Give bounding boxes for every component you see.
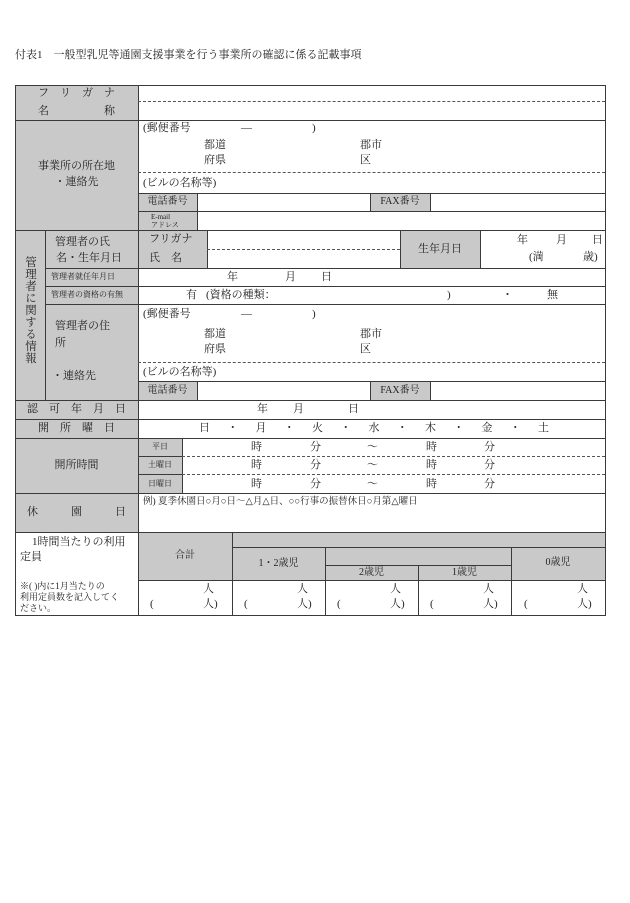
closed-days-example: 例) 夏季休園日○月○日～△月△日、○○行事の振替休日○月第△曜日 xyxy=(143,497,418,507)
facility-address-label-line1: 事業所の所在地 xyxy=(38,160,115,172)
total-person-unit: 人 xyxy=(203,583,214,595)
manager-fax-field xyxy=(430,381,606,401)
capacity-header-band xyxy=(232,532,606,548)
day-separator: ・ xyxy=(340,422,352,434)
manager-name-label-line1: 管理者の氏 xyxy=(55,236,110,248)
age12-person-unit: 人 xyxy=(297,583,308,595)
saturday-open-hour-unit: 時 xyxy=(251,459,262,471)
facility-pref-line2: 府県 xyxy=(204,154,226,166)
facility-name-field xyxy=(138,85,606,121)
birthdate-day-unit: 日 xyxy=(592,234,603,246)
manager-address-divider xyxy=(138,362,605,363)
page-title: 付表1 一般型乳児等通園支援事業を行う事業所の確認に係る記載事項 xyxy=(15,49,362,61)
hours-divider xyxy=(182,474,605,475)
capacity-age1-header: 1歳児 xyxy=(452,567,477,578)
capacity-total-header: 合計 xyxy=(175,550,195,561)
sunday-open-hour-unit: 時 xyxy=(251,478,262,490)
total-paren-open: ( xyxy=(150,598,154,610)
facility-email-field xyxy=(197,211,606,231)
manager-address-label-line1: 管理者の住 xyxy=(55,320,110,332)
capacity-age12-sub-band xyxy=(325,547,512,566)
manager-furigana-divider xyxy=(207,249,400,250)
saturday-close-hour-unit: 時 xyxy=(426,459,437,471)
age1-person-unit: 人 xyxy=(483,583,494,595)
opening-hours-label: 開所時間 xyxy=(54,459,99,471)
age0-paren-open: ( xyxy=(524,598,528,610)
manager-birthdate-label: 生年月日 xyxy=(418,243,462,255)
birthdate-month-unit: 月 xyxy=(556,234,567,246)
day-separator: ・ xyxy=(283,422,295,434)
facility-postal-open: (郵便番号 xyxy=(143,122,191,134)
age12-paren-close: 人) xyxy=(297,598,312,610)
capacity-age0-header: 0歳児 xyxy=(545,557,571,568)
closed-days-label: 休 園 日 xyxy=(27,506,126,518)
qualification-type-close: ) xyxy=(447,289,451,301)
manager-address-label-line2: 所 xyxy=(55,337,66,349)
hours-sunday-label: 日曜日 xyxy=(148,479,172,488)
age0-person-unit: 人 xyxy=(577,583,588,595)
facility-pref-line1: 都道 xyxy=(204,139,226,151)
manager-city-line2: 区 xyxy=(360,343,371,355)
day-saturday: 土 xyxy=(538,422,549,434)
saturday-close-minute-unit: 分 xyxy=(484,459,495,471)
open-days-label: 開 所 曜 日 xyxy=(38,422,115,434)
age2-person-unit: 人 xyxy=(390,583,401,595)
facility-address-divider xyxy=(138,172,605,173)
manager-pref-line2: 府県 xyxy=(204,343,226,355)
age1-paren-close: 人) xyxy=(483,598,498,610)
weekday-close-minute-unit: 分 xyxy=(484,441,495,453)
day-separator: ・ xyxy=(227,422,239,434)
day-friday: 金 xyxy=(481,422,493,434)
appointed-year-unit: 年 xyxy=(227,271,238,283)
approval-date-label: 認 可 年 月 日 xyxy=(27,403,126,415)
facility-address-label-line2: ・連絡先 xyxy=(54,176,99,188)
manager-postal-dash: — xyxy=(241,308,252,320)
sunday-close-hour-unit: 時 xyxy=(426,478,437,490)
appointed-month-unit: 月 xyxy=(285,271,296,283)
saturday-tilde: ～ xyxy=(367,459,378,471)
manager-address-label-line3: ・連絡先 xyxy=(52,370,96,382)
capacity-note-line2: 利用定員数を記入してく xyxy=(20,592,120,602)
manager-city-line1: 郡市 xyxy=(360,328,382,340)
total-paren-close: 人) xyxy=(203,598,218,610)
opening-hours-field xyxy=(182,438,606,494)
manager-fax-label: FAX番号 xyxy=(380,385,420,396)
facility-building-label: (ビルの名称等) xyxy=(143,177,217,189)
age-open: (満 xyxy=(529,251,544,263)
facility-fax-field xyxy=(430,193,606,212)
facility-furigana-label: フ リ ガ ナ xyxy=(38,87,115,99)
manager-pref-line1: 都道 xyxy=(204,328,226,340)
qualification-yes: 有 xyxy=(186,289,197,301)
capacity-title: 1時間当たりの利用定員 xyxy=(20,536,126,563)
sunday-close-minute-unit: 分 xyxy=(484,478,495,490)
capacity-age12-header: 1・2歳児 xyxy=(258,558,299,569)
age1-paren-open: ( xyxy=(430,598,434,610)
manager-name-label-line2: 名・生年月日 xyxy=(56,252,122,264)
facility-fax-label: FAX番号 xyxy=(380,196,420,207)
approval-day-unit: 日 xyxy=(348,403,359,415)
manager-address-label-cell xyxy=(45,304,139,401)
age2-paren-open: ( xyxy=(337,598,341,610)
saturday-open-minute-unit: 分 xyxy=(310,459,321,471)
facility-postal-close: ) xyxy=(312,122,316,134)
day-thursday: 木 xyxy=(425,422,436,434)
day-wednesday: 水 xyxy=(368,422,380,434)
capacity-note-line1: ※( )内に1月当たりの xyxy=(20,581,105,591)
approval-month-unit: 月 xyxy=(293,403,304,415)
sunday-open-minute-unit: 分 xyxy=(310,478,321,490)
age-close: 歳) xyxy=(583,251,598,263)
facility-phone-field xyxy=(197,193,371,212)
facility-email-label-line1: E-mail xyxy=(151,213,171,221)
weekday-close-hour-unit: 時 xyxy=(426,441,437,453)
hours-saturday-label: 土曜日 xyxy=(148,460,172,469)
manager-appointed-label: 管理者就任年月日 xyxy=(51,272,115,281)
manager-appointed-field xyxy=(138,268,606,287)
manager-name-label: 氏 名 xyxy=(149,252,182,264)
hours-weekday-label: 平日 xyxy=(152,442,168,451)
facility-postal-dash: — xyxy=(241,122,252,134)
day-tuesday: 火 xyxy=(312,422,323,434)
birthdate-year-unit: 年 xyxy=(517,234,528,246)
manager-building-label: (ビルの名称等) xyxy=(143,366,217,378)
facility-email-label-line2: アドレス xyxy=(151,221,179,229)
age2-paren-close: 人) xyxy=(390,598,405,610)
day-separator: ・ xyxy=(396,422,408,434)
manager-postal-close: ) xyxy=(312,308,316,320)
hours-divider xyxy=(182,456,605,457)
day-separator: ・ xyxy=(453,422,465,434)
approval-year-unit: 年 xyxy=(257,403,268,415)
appointed-day-unit: 日 xyxy=(321,271,332,283)
capacity-note-line3: ださい。 xyxy=(20,603,57,613)
weekday-tilde: ～ xyxy=(367,441,378,453)
sunday-tilde: ～ xyxy=(367,478,378,490)
facility-city-line1: 郡市 xyxy=(360,139,382,151)
manager-section-label: 管理者に関する情報 xyxy=(24,256,36,364)
manager-phone-field xyxy=(197,381,371,401)
manager-postal-open: (郵便番号 xyxy=(143,308,191,320)
day-separator: ・ xyxy=(509,422,521,434)
facility-city-line2: 区 xyxy=(360,154,371,166)
qualification-no: 無 xyxy=(547,289,558,301)
age12-paren-open: ( xyxy=(244,598,248,610)
qualification-type-open: (資格の種類： xyxy=(206,289,276,301)
facility-name-label: 名 称 xyxy=(38,105,115,117)
age0-paren-close: 人) xyxy=(577,598,592,610)
qualification-separator: ・ xyxy=(502,289,513,301)
weekday-open-minute-unit: 分 xyxy=(310,441,321,453)
facility-phone-label: 電話番号 xyxy=(147,196,188,207)
capacity-age2-header: 2歳児 xyxy=(359,567,384,578)
manager-phone-label: 電話番号 xyxy=(147,385,188,396)
manager-qualification-label: 管理者の資格の有無 xyxy=(51,290,123,299)
weekday-open-hour-unit: 時 xyxy=(251,441,262,453)
open-days-list xyxy=(199,422,549,435)
furigana-divider xyxy=(138,101,605,102)
day-sunday: 日 xyxy=(199,422,210,434)
manager-furigana-label: フリガナ xyxy=(149,233,193,245)
day-monday: 月 xyxy=(255,422,267,434)
approval-date-field xyxy=(138,400,606,420)
